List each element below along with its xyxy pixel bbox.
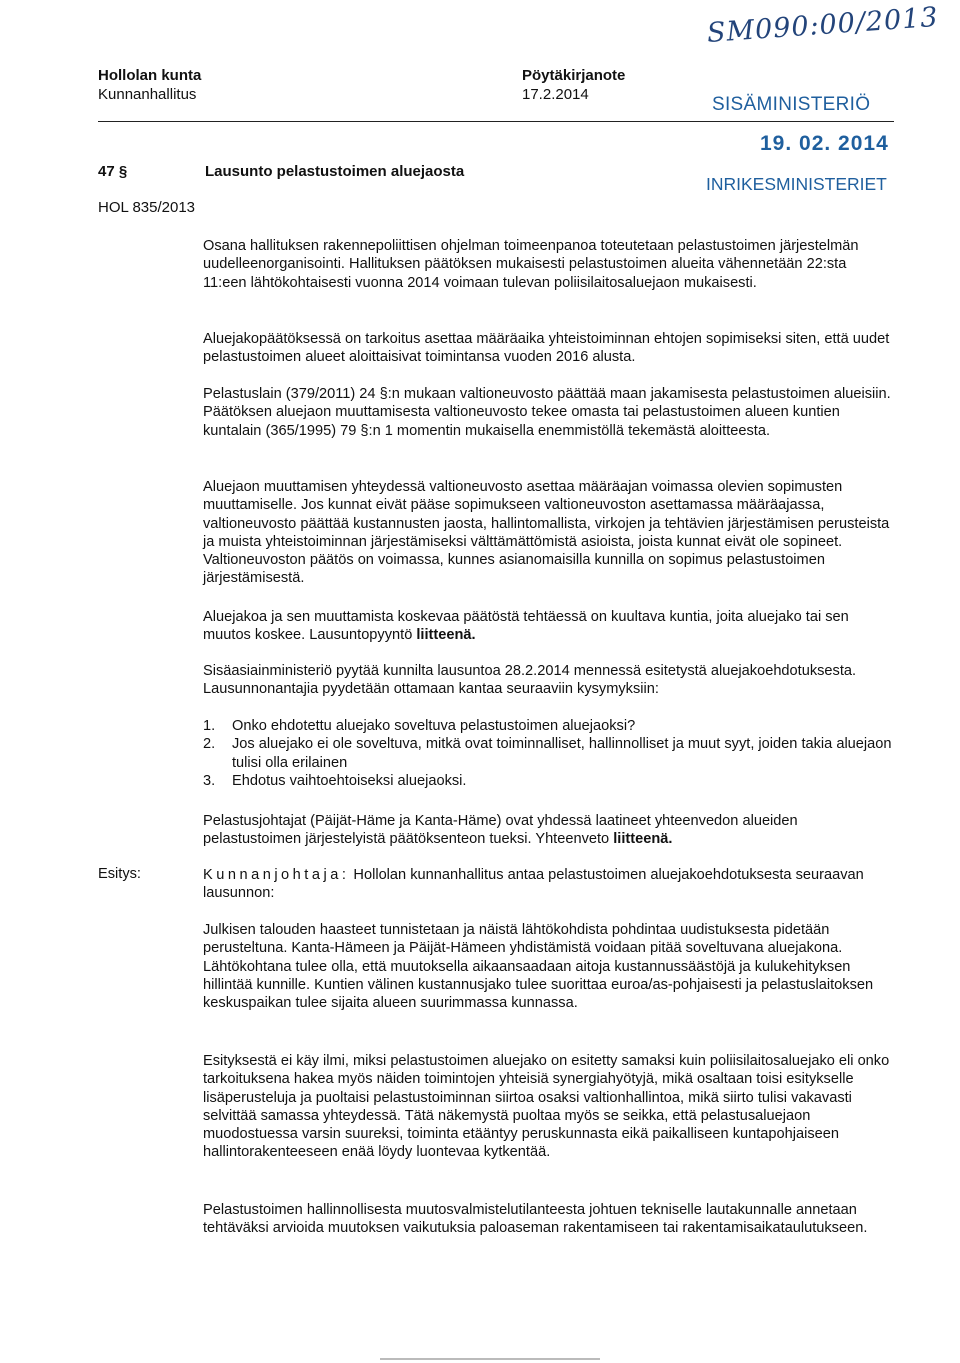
statement-paragraph-2: Esityksestä ei käy ilmi, miksi pelastustoimen aluejako on esitetty samaksi kuin poliisilaitosaluejako eli onko tarkoituksena hakea myös näiden toimintojen yhteisiä synergiahyötyjä, mikä osaltaan toisi esitykselle lisäperusteluja ja puoltaisi pelastustoiminnan siirtoa osaksi valtionhallintoa, mikä siirto tulisi vakavasti selvittää samassa yhteydessä. Tätä näkemystä puoltaa myös se seikka, että pelastusaluejaon muodostuessa varsin suureksi, toiminta etääntyy peruskunnasta eikä paikalliseen kuntapohjaiseen hallintorakenteeseen enää löydy luontevaa kytkentää.: [203, 1053, 890, 1161]
municipality-name: Hollolan kunta: [98, 67, 202, 84]
statement-paragraph-3: Pelastustoimen hallinnollisesta muutosvalmistelutilanteesta johtuen tekniselle lautakunnalle annetaan tehtäväksi arvioida muutoksen vaikutuksia paloaseman rakentamiseen tai rakentamisaikataulutukseen.: [203, 1202, 868, 1237]
section-sign: §: [118, 163, 128, 180]
paragraph-contract-change: Aluejaon muuttamisen yhteydessä valtioneuvosto asettaa määräajan voimassa olevien sopimusten muuttamiselle. Jos kunnat eivät pääse sopimukseen valtioneuvoston asettamassa määräajassa, valtioneuvosto päättää kustannusten jaosta, hallintomallista, virkojen ja tehtävien järjestämisen perusteista ja muista yhteistoiminnan järjestämiseksi välttämättömistä asioista, joista kunnat eivät ole sopineet. Valtioneuvoston päätös on voimassa, kunnes asianomaisilla kunnilla on sopimus pelastustoimen järjestämisestä.: [203, 479, 890, 587]
proposal-label: Esitys:: [98, 866, 141, 882]
statement-paragraph-1: Julkisen talouden haasteet tunnistetaan ja näistä lähtökohdista pohdintaa uudistuksesta pidetään perusteltuna. Kanta-Hämeen ja Päijät-Hämeen yhdistämistä voidaan pitää soveltuvana aluejakona. Lähtökohtana tulee olla, että muutoksella aikaansaadaan aitoja kustannussäästöjä ja kulukehityksen hillintää kunnille. Kuntien välinen kustannusjako tulee suorittaa euroa/as-pohjaisesti ja pelastuslaitoksen keskuspaikan tulee sijaita alueen suurimmassa kunnassa.: [203, 922, 874, 1012]
paragraph-background: Osana hallituksen rakennepoliittisen ohjelman toimeenpanoa toteutetaan pelastustoimen järjestelmän uudelleenorganisointi. Hallituksen päätöksen mukaisesti pelastustoimen alueita vähennetään 22:sta 11:een lähtökohtaisesti vuonna 2014 voimaan tulevan poliisilaitosaluejaon mukaisesti.: [203, 238, 859, 291]
paragraph-legal-basis: Pelastuslain (379/2011) 24 §:n mukaan valtioneuvosto päättää maan jakamisesta pelastustoimen alueisiin. Päätöksen aluejaon muuttamisesta valtioneuvosto tekee omasta tai pelastustoimen alueen kuntien kuntalain (365/1995) 79 §:n 1 momentin mukaisella enemmistöllä tekemästä aloitteesta.: [203, 386, 891, 439]
proposer-label: Kunnanjohtaja:: [203, 867, 350, 883]
item-number: 47 §: [98, 163, 128, 180]
document-type: Pöytäkirjanote: [522, 67, 626, 84]
paragraph-request: Sisäasiainministeriö pyytää kunnilta lausuntoa 28.2.2014 mennessä esitetystä aluejakoehdotuksesta. Lausunnonantajia pyydetään ottamaan kantaa seuraaviin kysymyksiin:: [203, 663, 857, 698]
paragraph-deadline: Aluejakopäätöksessä on tarkoitus asettaa määräaika yhteistoiminnan ehtojen sopimiseksi siten, että uudet pelastustoimen alueet aloittaisivat toimintansa vuoden 2016 alusta.: [203, 331, 890, 366]
case-reference: HOL 835/2013: [98, 199, 196, 216]
received-stamp-date: 19. 02. 2014: [760, 132, 889, 155]
received-stamp-ministry-sv: INRIKESMINISTERIET: [706, 174, 887, 194]
header-rule: [98, 121, 894, 122]
list-item: 1. Onko ehdotettu aluejako soveltuva pelastustoimen aluejaoksi?: [203, 718, 636, 734]
proposal-intro: Kunnanjohtaja: Hollolan kunnanhallitus antaa pelastustoimen aluejakoehdotuksesta seuraavan lausunnon:: [203, 867, 864, 902]
list-item: 3. Ehdotus vaihtoehtoiseksi aluejaoksi.: [203, 772, 467, 789]
board-name: Kunnanhallitus: [98, 86, 197, 103]
question-list: [203, 717, 893, 790]
list-item: 2. Jos aluejako ei ole soveltuva, mitkä ovat toiminnalliset, hallinnolliset ja muut syyt, joiden takia aluejaon tulisi olla erilainen: [203, 736, 892, 771]
paragraph-consultation: Aluejakoa ja sen muuttamista koskevaa päätöstä tehtäessä on kuultava kuntia, joita aluejako tai sen muutos koskee. Lausuntopyyntö liitteenä.: [203, 609, 849, 644]
handwritten-reference: SM090:00/2013: [706, 1, 940, 49]
item-title: Lausunto pelastustoimen aluejaosta: [205, 163, 465, 180]
document-date: 17.2.2014: [522, 86, 589, 103]
received-stamp-ministry: SISÄMINISTERIÖ: [712, 94, 871, 115]
scan-edge-mark: [380, 1358, 600, 1360]
paragraph-summary: Pelastusjohtajat (Päijät-Häme ja Kanta-Häme) ovat yhdessä laatineet yhteenvedon alueiden pelastustoimen järjestelyistä päätöksenteon tueksi. Yhteenveto liitteenä.: [203, 813, 798, 848]
